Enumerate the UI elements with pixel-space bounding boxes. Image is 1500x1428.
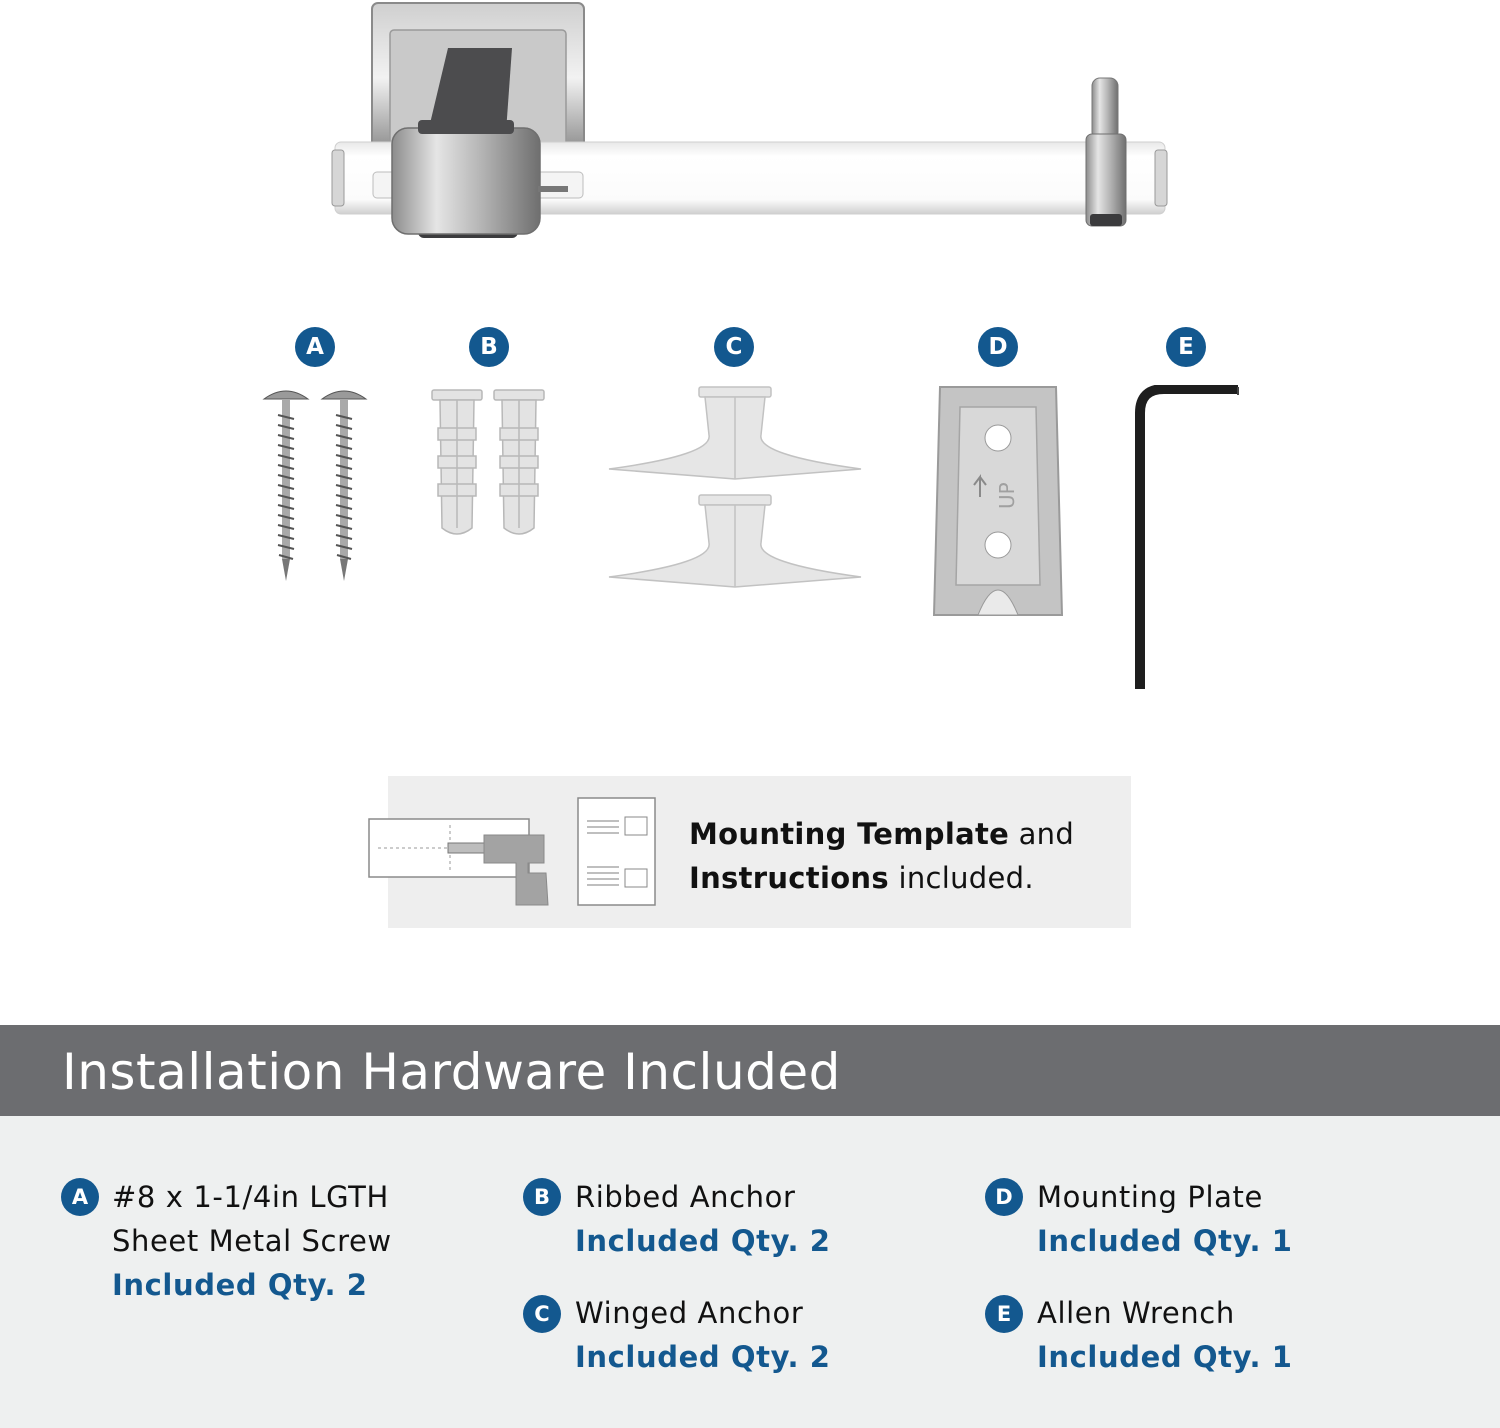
template-note-bold-1: Mounting Template <box>689 817 1010 851</box>
item-e <box>1037 1291 1293 1379</box>
instructions-document-icon <box>577 797 657 907</box>
item-a-name-line2: Sheet Metal Screw <box>112 1224 392 1258</box>
item-a-name-line1: #8 x 1-1/4in LGTH <box>112 1180 389 1214</box>
part-badge-d: D <box>978 327 1018 367</box>
item-c-name: Winged Anchor <box>575 1296 804 1330</box>
allen-wrench-icon <box>1132 385 1244 695</box>
item-c-qty: Included Qty. 2 <box>575 1340 831 1374</box>
toilet-paper-holder-image <box>320 0 1180 245</box>
item-badge-c: C <box>523 1295 561 1333</box>
item-badge-d: D <box>985 1178 1023 1216</box>
item-badge-e: E <box>985 1295 1023 1333</box>
section-title: Installation Hardware Included <box>62 1043 841 1101</box>
template-note-rest-2: included. <box>888 861 1034 895</box>
ribbed-anchor-icon <box>428 388 550 540</box>
item-b-qty: Included Qty. 2 <box>575 1224 831 1258</box>
item-b <box>575 1175 831 1263</box>
plate-stamp-text: UP <box>995 482 1019 509</box>
item-badge-b: B <box>523 1178 561 1216</box>
item-a-qty: Included Qty. 2 <box>112 1268 368 1302</box>
part-badge-e: E <box>1166 327 1206 367</box>
item-d-name: Mounting Plate <box>1037 1180 1263 1214</box>
drill-template-icon <box>368 815 553 910</box>
item-badge-a: A <box>61 1178 99 1216</box>
item-a <box>112 1175 392 1307</box>
item-d <box>1037 1175 1293 1263</box>
template-note-rest-1: and <box>1009 817 1075 851</box>
item-e-qty: Included Qty. 1 <box>1037 1340 1293 1374</box>
item-c <box>575 1291 831 1379</box>
part-badge-c: C <box>714 327 754 367</box>
item-b-name: Ribbed Anchor <box>575 1180 796 1214</box>
item-d-qty: Included Qty. 1 <box>1037 1224 1293 1258</box>
template-note <box>689 812 1074 900</box>
winged-anchor-icon <box>605 385 865 590</box>
template-note-bold-2: Instructions <box>689 861 889 895</box>
part-badge-b: B <box>469 327 509 367</box>
mounting-plate-icon <box>930 385 1065 620</box>
item-e-name: Allen Wrench <box>1037 1296 1235 1330</box>
screw-icon <box>258 385 373 590</box>
part-badge-a: A <box>295 327 335 367</box>
